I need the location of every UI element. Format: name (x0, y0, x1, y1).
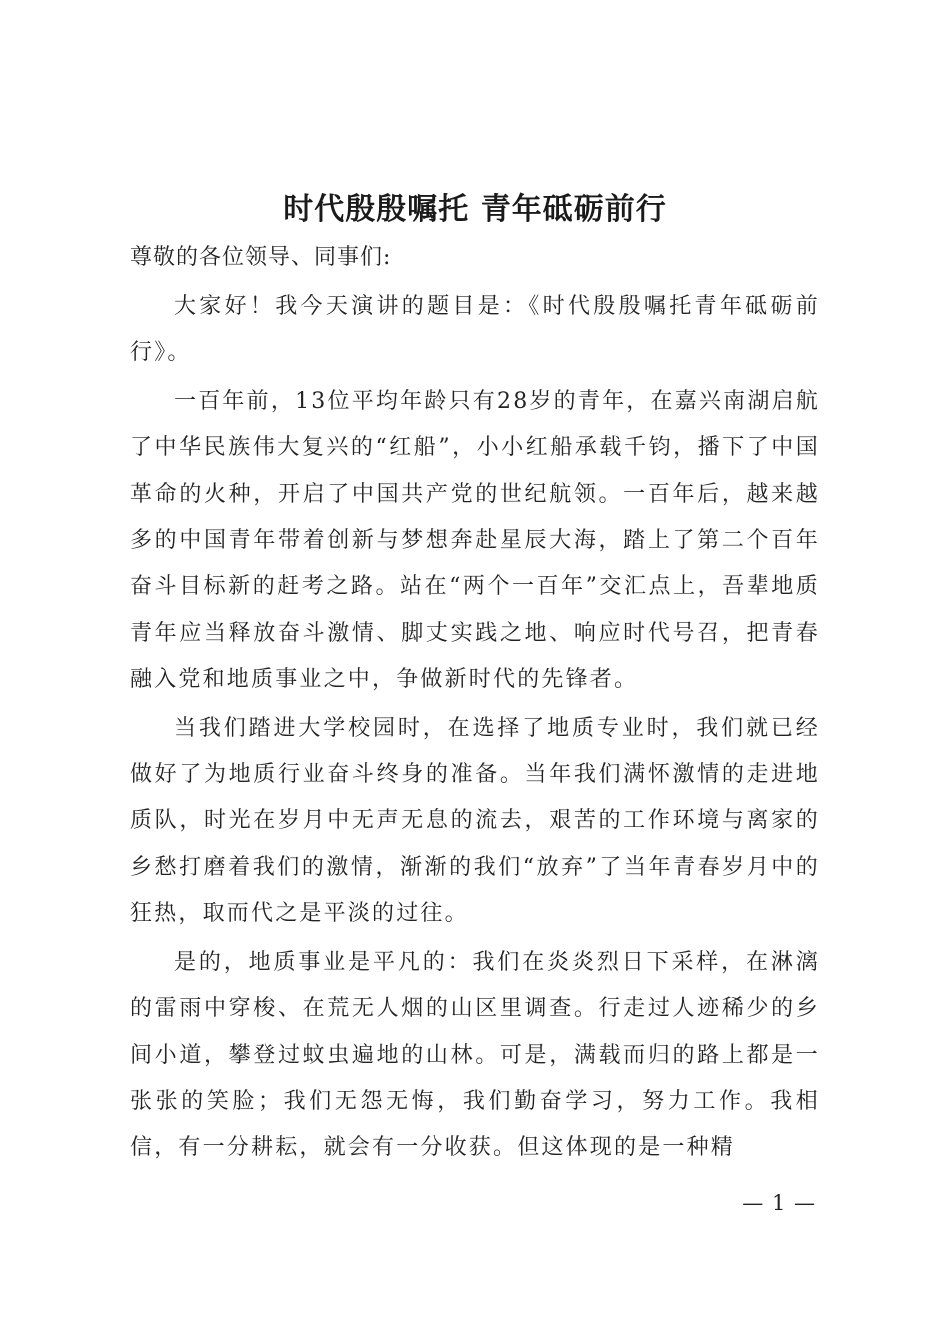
paragraph: 是的，地质事业是平凡的：我们在炎炎烈日下采样，在淋漓的雷雨中穿梭、在荒无人烟的山区里调查。行走过人迹稀少的乡间小道，攀登过蚊虫遍地的山林。可是，满载而归的路上都是一张张的笑脸；我们无怨无悔，我们勤奋学习，努力工作。我相信，有一分耕耘，就会有一分收获。但这体现的是一种精 (130, 949, 820, 1161)
document-title: 时代殷殷嘱托 青年砥砺前行 (283, 192, 667, 227)
paragraph: 当我们踏进大学校园时，在选择了地质专业时，我们就已经做好了为地质行业奋斗终身的准备。当年我们满怀激情的走进地质队，时光在岁月中无声无息的流去，艰苦的工作环境与离家的乡愁打磨着我们的激情，渐渐的我们“放弃”了当年青春岁月中的狂热，取而代之是平淡的过往。 (130, 715, 820, 927)
page-number: — 1 — (742, 1191, 816, 1215)
salutation: 尊敬的各位领导、同事们: (130, 245, 392, 270)
paragraph: 一百年前，13位平均年龄只有28岁的青年，在嘉兴南湖启航了中华民族伟大复兴的“红船”，小小红船承载千钧，播下了中国革命的火种，开启了中国共产党的世纪航领。一百年后，越来越多的中国青年带着创新与梦想奔赴星辰大海，踏上了第二个百年奋斗目标新的赶考之路。站在“两个一百年”交汇点上，吾辈地质青年应当释放奋斗激情、脚丈实践之地、响应时代号召，把青春融入党和地质事业之中，争做新时代的先锋者。 (130, 388, 820, 693)
paragraph: 大家好！我今天演讲的题目是：《时代殷殷嘱托青年砥砺前行》。 (130, 294, 820, 366)
document-body (130, 284, 820, 1174)
